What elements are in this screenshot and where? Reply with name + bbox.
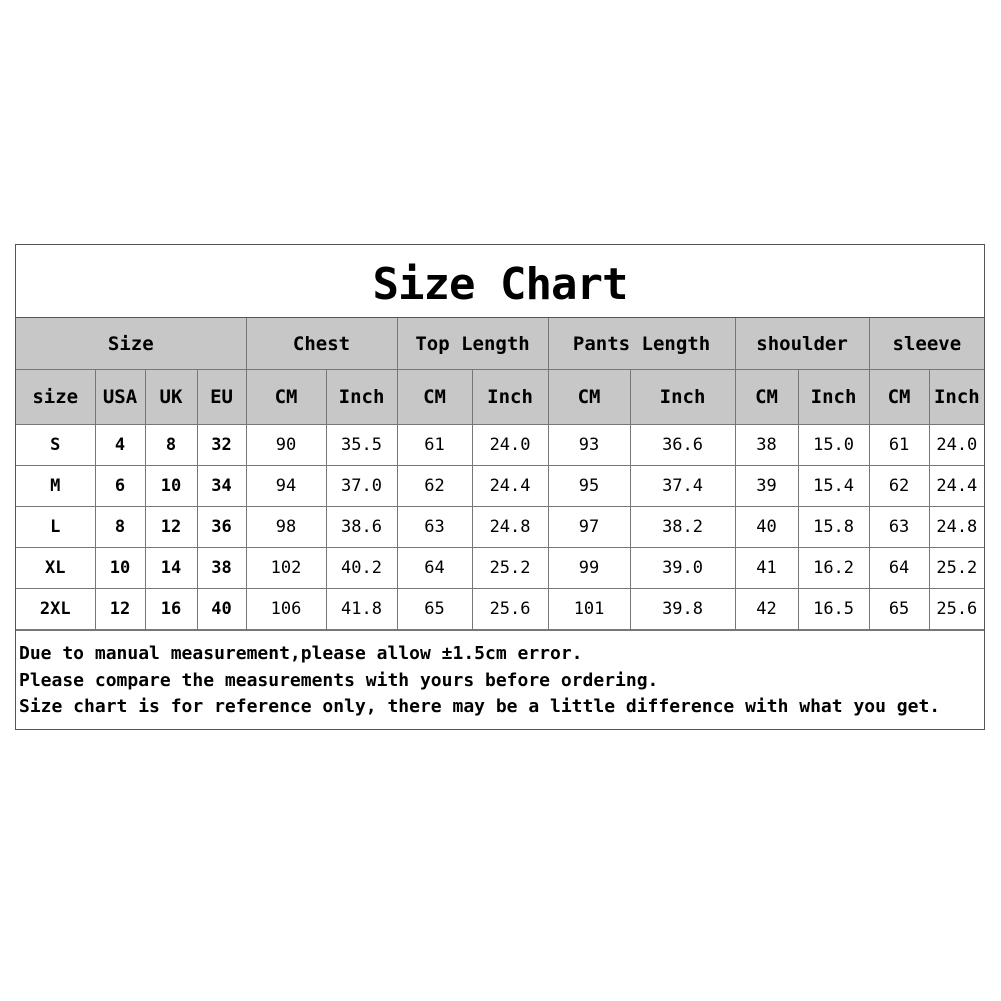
table-cell: 25.2	[472, 548, 548, 589]
table-cell: 61	[869, 425, 929, 466]
unit-header: Inch	[472, 370, 548, 425]
table-cell: 8	[145, 425, 197, 466]
table-row	[16, 548, 984, 589]
table-cell: 38	[735, 425, 798, 466]
table-cell: 12	[95, 589, 145, 630]
note-line: Size chart is for reference only, there may be a little difference with what you get.	[19, 696, 941, 717]
table-cell: 24.4	[929, 466, 984, 507]
table-cell: 39.8	[630, 589, 735, 630]
table-cell: 97	[548, 507, 630, 548]
size-label-cell: M	[16, 466, 95, 507]
table-cell: 39	[735, 466, 798, 507]
table-cell: 65	[869, 589, 929, 630]
table-cell: 15.4	[798, 466, 869, 507]
table-cell: 62	[869, 466, 929, 507]
table-cell: 6	[95, 466, 145, 507]
table-cell: 65	[397, 589, 472, 630]
group-header-size: Size	[16, 318, 246, 370]
table-cell: 38.6	[326, 507, 397, 548]
table-cell: 38	[197, 548, 246, 589]
group-header-chest: Chest	[246, 318, 397, 370]
unit-header: CM	[735, 370, 798, 425]
table-cell: 99	[548, 548, 630, 589]
table-cell: 95	[548, 466, 630, 507]
table-cell: 61	[397, 425, 472, 466]
table-cell: 41.8	[326, 589, 397, 630]
table-cell: 25.6	[929, 589, 984, 630]
table-cell: 25.2	[929, 548, 984, 589]
table-cell: 15.8	[798, 507, 869, 548]
unit-header: CM	[246, 370, 326, 425]
group-header-row	[16, 318, 984, 370]
table-cell: 24.0	[472, 425, 548, 466]
size-label-cell: L	[16, 507, 95, 548]
table-row	[16, 589, 984, 630]
table-cell: 102	[246, 548, 326, 589]
table-cell: 36	[197, 507, 246, 548]
table-cell: 4	[95, 425, 145, 466]
table-cell: 94	[246, 466, 326, 507]
table-cell: 37.4	[630, 466, 735, 507]
chart-title: Size Chart	[16, 245, 984, 318]
size-label-cell: S	[16, 425, 95, 466]
table-cell: 40	[735, 507, 798, 548]
table-cell: 24.8	[472, 507, 548, 548]
table-cell: 90	[246, 425, 326, 466]
unit-header: size	[16, 370, 95, 425]
group-header-pants-length: Pants Length	[548, 318, 735, 370]
table-cell: 34	[197, 466, 246, 507]
table-cell: 101	[548, 589, 630, 630]
table-cell: 8	[95, 507, 145, 548]
size-chart	[15, 244, 985, 730]
table-cell: 14	[145, 548, 197, 589]
notes	[16, 630, 984, 729]
unit-header: Inch	[326, 370, 397, 425]
unit-header: EU	[197, 370, 246, 425]
table-cell: 24.8	[929, 507, 984, 548]
table-cell: 41	[735, 548, 798, 589]
unit-header: USA	[95, 370, 145, 425]
table-cell: 25.6	[472, 589, 548, 630]
table-cell: 36.6	[630, 425, 735, 466]
table-cell: 106	[246, 589, 326, 630]
table-cell: 16	[145, 589, 197, 630]
table-row	[16, 425, 984, 466]
table-cell: 37.0	[326, 466, 397, 507]
unit-header: UK	[145, 370, 197, 425]
table-cell: 64	[869, 548, 929, 589]
group-header-sleeve: sleeve	[869, 318, 984, 370]
table-cell: 62	[397, 466, 472, 507]
size-table	[16, 318, 984, 630]
table-cell: 24.0	[929, 425, 984, 466]
table-cell: 24.4	[472, 466, 548, 507]
table-cell: 35.5	[326, 425, 397, 466]
table-cell: 93	[548, 425, 630, 466]
table-cell: 63	[869, 507, 929, 548]
table-cell: 40.2	[326, 548, 397, 589]
table-cell: 10	[145, 466, 197, 507]
table-cell: 38.2	[630, 507, 735, 548]
table-body	[16, 425, 984, 630]
unit-header: Inch	[630, 370, 735, 425]
group-header-top-length: Top Length	[397, 318, 548, 370]
table-cell: 16.2	[798, 548, 869, 589]
note-line: Due to manual measurement,please allow ±1.5cm error.	[19, 643, 583, 664]
unit-header: CM	[548, 370, 630, 425]
size-label-cell: XL	[16, 548, 95, 589]
unit-header: Inch	[798, 370, 869, 425]
group-header-shoulder: shoulder	[735, 318, 869, 370]
table-cell: 32	[197, 425, 246, 466]
table-cell: 42	[735, 589, 798, 630]
unit-header-row	[16, 370, 984, 425]
table-cell: 10	[95, 548, 145, 589]
table-cell: 16.5	[798, 589, 869, 630]
table-row	[16, 507, 984, 548]
table-row	[16, 466, 984, 507]
table-cell: 12	[145, 507, 197, 548]
size-label-cell: 2XL	[16, 589, 95, 630]
table-cell: 40	[197, 589, 246, 630]
unit-header: Inch	[929, 370, 984, 425]
unit-header: CM	[397, 370, 472, 425]
table-cell: 98	[246, 507, 326, 548]
table-cell: 39.0	[630, 548, 735, 589]
table-cell: 63	[397, 507, 472, 548]
unit-header: CM	[869, 370, 929, 425]
table-cell: 64	[397, 548, 472, 589]
table-cell: 15.0	[798, 425, 869, 466]
note-line: Please compare the measurements with yours before ordering.	[19, 669, 659, 691]
